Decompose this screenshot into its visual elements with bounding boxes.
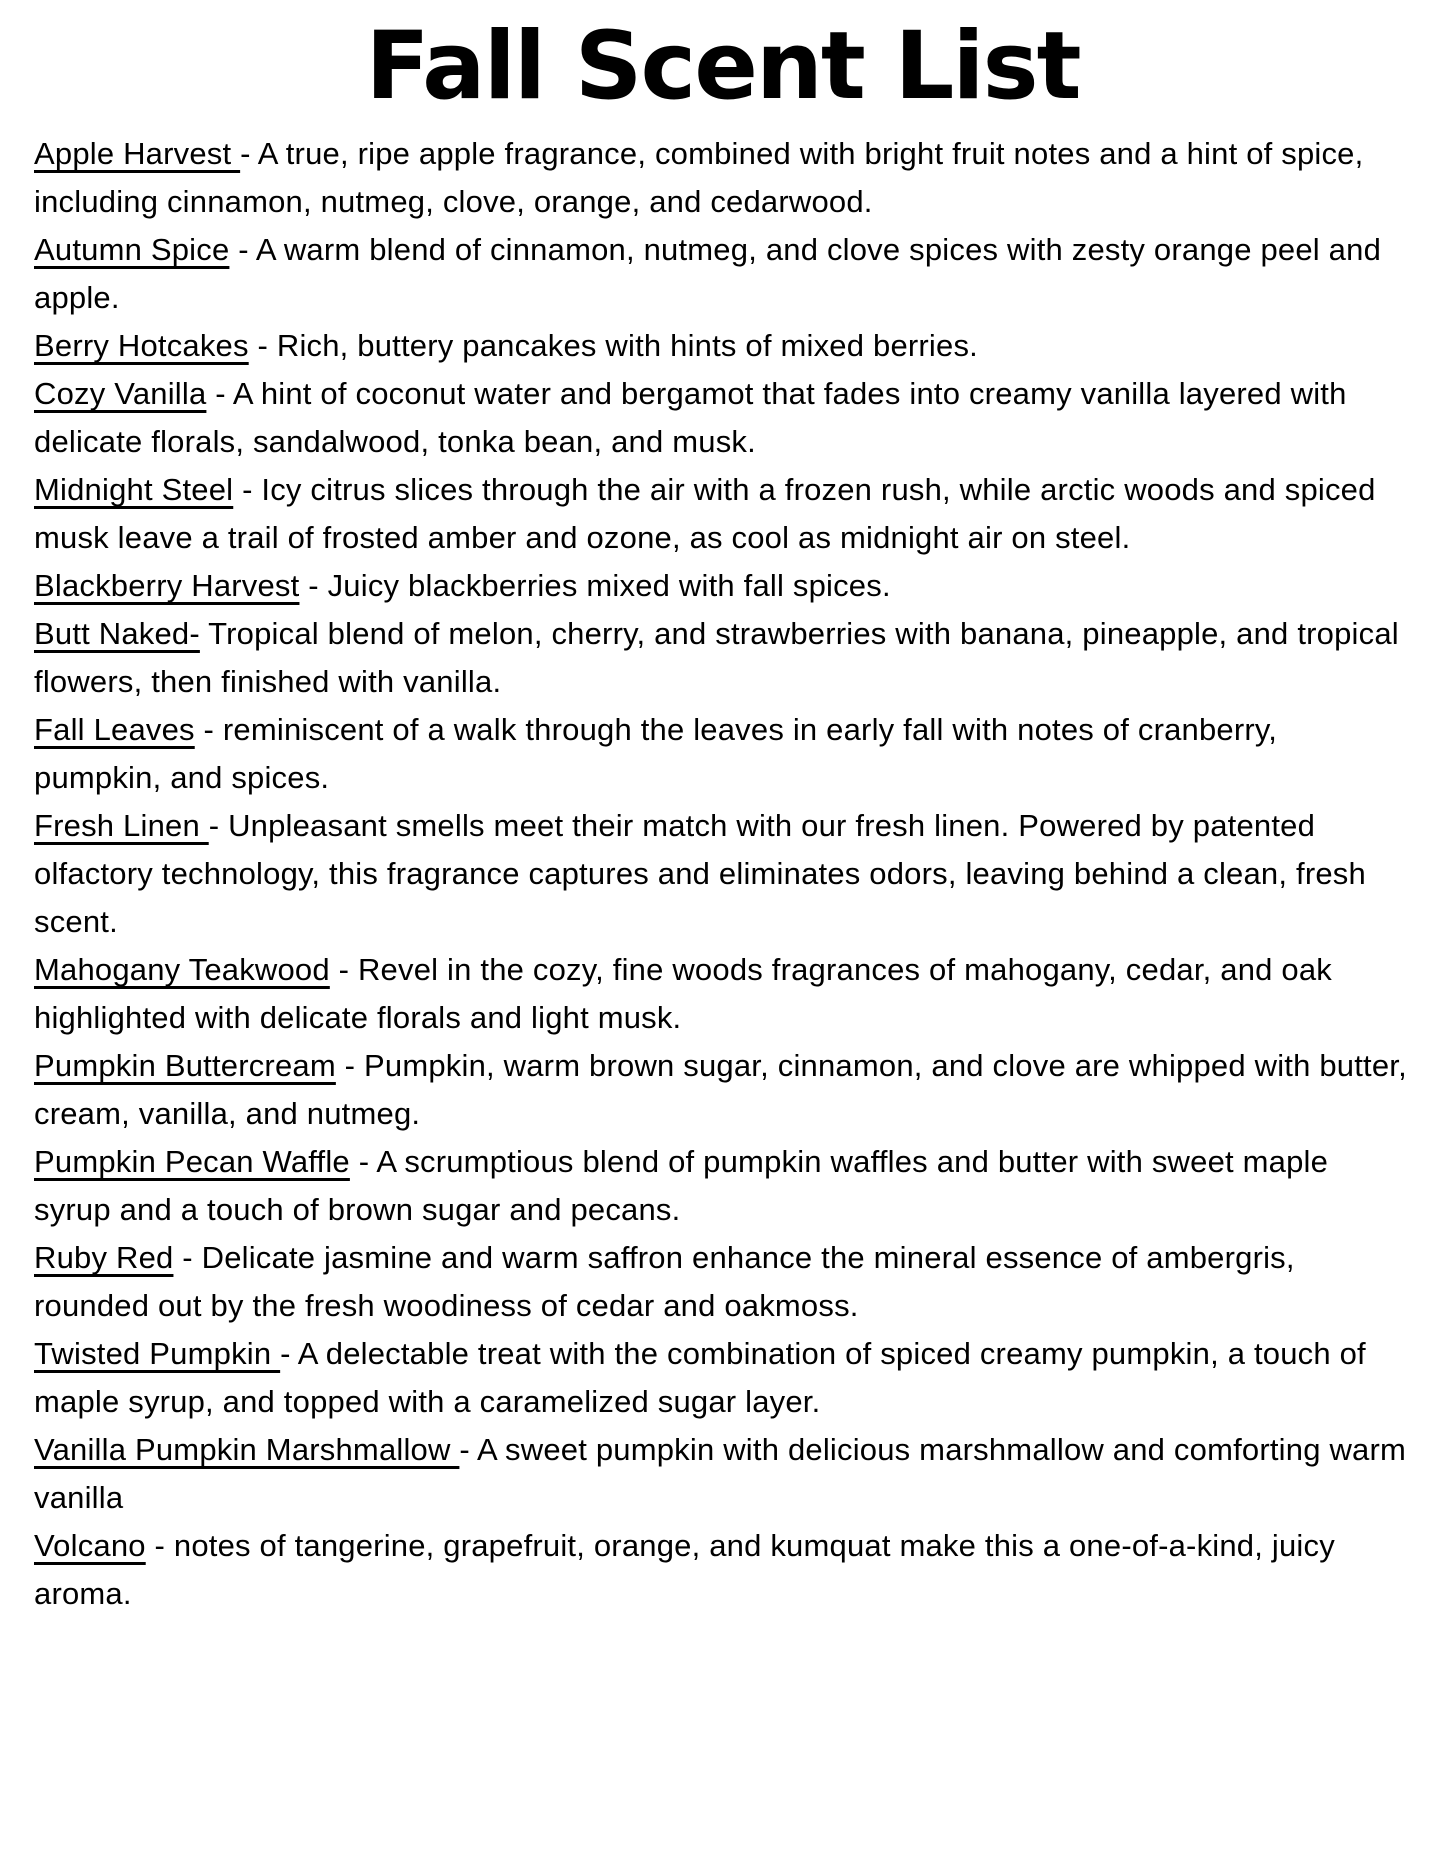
scent-entry — [34, 130, 1411, 226]
scent-separator: - — [208, 808, 229, 843]
scent-description: A delectable treat with the combination of spiced creamy pumpkin, a touch of maple syrup, and topped with a caramelized sugar layer. — [34, 1336, 1366, 1419]
scent-entry — [34, 226, 1411, 322]
scent-name: Fresh Linen — [34, 808, 209, 843]
scent-description: A sweet pumpkin with delicious marshmallow and comforting warm vanilla — [34, 1432, 1407, 1515]
scent-description: A warm blend of cinnamon, nutmeg, and clove spices with zesty orange peel and apple. — [34, 232, 1382, 315]
scent-separator: - — [349, 1144, 377, 1179]
page-title: Fall Scent List — [365, 12, 1080, 121]
scent-separator: - — [280, 1336, 298, 1371]
scent-description: Unpleasant smells meet their match with our fresh linen. Powered by patented olfactory technology, this fragrance captures and eliminates odors, leaving behind a clean, fresh scent. — [34, 808, 1366, 939]
scent-description: Icy citrus slices through the air with a frozen rush, while arctic woods and spiced musk leave a trail of frosted amber and ozone, as cool as midnight air on steel. — [34, 472, 1376, 555]
scent-name: Volcano — [34, 1528, 146, 1563]
scent-description: Revel in the cozy, fine woods fragrances of mahogany, cedar, and oak highlighted with delicate florals and light musk. — [34, 952, 1332, 1035]
scent-name: Apple Harvest — [34, 136, 241, 171]
scent-name: Autumn Spice — [34, 232, 230, 267]
scent-separator: - — [248, 328, 277, 363]
scent-name: Twisted Pumpkin — [34, 1336, 281, 1371]
scent-name: Vanilla Pumpkin Marshmallow — [34, 1432, 460, 1467]
scent-name: Mahogany Teakwood — [34, 952, 330, 987]
scent-name: Fall Leaves — [34, 712, 195, 747]
scent-description: Rich, buttery pancakes with hints of mixed berries. — [276, 328, 978, 363]
scent-name: Ruby Red — [34, 1240, 174, 1275]
scent-entry — [34, 1234, 1411, 1330]
scent-entry — [34, 322, 1411, 370]
scent-separator: - — [194, 712, 223, 747]
scent-separator: - — [240, 136, 258, 171]
scent-name: Blackberry Harvest — [34, 568, 300, 603]
scent-entry — [34, 466, 1411, 562]
scent-entry — [34, 370, 1411, 466]
scent-name: Midnight Steel — [34, 472, 234, 507]
scent-separator: - — [233, 472, 262, 507]
scent-separator: - — [206, 376, 233, 411]
scent-name: Butt Naked- — [34, 616, 200, 651]
scent-separator: - — [229, 232, 256, 267]
scent-list — [34, 130, 1411, 1618]
scent-entry — [34, 1330, 1411, 1426]
scent-entry — [34, 1138, 1411, 1234]
scent-separator — [200, 616, 208, 651]
scent-name: Pumpkin Buttercream — [34, 1048, 336, 1083]
scent-entry — [34, 946, 1411, 1042]
scent-name: Pumpkin Pecan Waffle — [34, 1144, 350, 1179]
scent-entry — [34, 1522, 1411, 1618]
scent-description: reminiscent of a walk through the leaves in early fall with notes of cranberry, pumpkin, and spices. — [34, 712, 1278, 795]
scent-description: A true, ripe apple fragrance, combined with bright fruit notes and a hint of spice, including cinnamon, nutmeg, clove, orange, and cedarwood. — [34, 136, 1364, 219]
scent-name: Cozy Vanilla — [34, 376, 207, 411]
scent-description: Pumpkin, warm brown sugar, cinnamon, and clove are whipped with butter, cream, vanilla, and nutmeg. — [34, 1048, 1407, 1131]
scent-name: Berry Hotcakes — [34, 328, 249, 363]
scent-entry — [34, 1042, 1411, 1138]
scent-separator: - — [145, 1528, 174, 1563]
scent-description: A scrumptious blend of pumpkin waffles and butter with sweet maple syrup and a touch of brown sugar and pecans. — [34, 1144, 1329, 1227]
scent-separator: - — [329, 952, 358, 987]
scent-separator: - — [335, 1048, 365, 1083]
scent-separator: - — [299, 568, 328, 603]
scent-entry — [34, 610, 1411, 706]
scent-description: Delicate jasmine and warm saffron enhance the mineral essence of ambergris, rounded out by the fresh woodiness of cedar and oakmoss. — [34, 1240, 1295, 1323]
scent-description: A hint of coconut water and bergamot that fades into creamy vanilla layered with delicate florals, sandalwood, tonka bean, and musk. — [34, 376, 1347, 459]
scent-entry — [34, 706, 1411, 802]
scent-separator: - — [173, 1240, 202, 1275]
scent-entry — [34, 802, 1411, 946]
scent-entry — [34, 1426, 1411, 1522]
scent-description: Tropical blend of melon, cherry, and strawberries with banana, pineapple, and tropical flowers, then finished with vanilla. — [34, 616, 1399, 699]
scent-description: Juicy blackberries mixed with fall spices. — [327, 568, 891, 603]
scent-entry — [34, 562, 1411, 610]
scent-separator: - — [459, 1432, 478, 1467]
scent-description: notes of tangerine, grapefruit, orange, and kumquat make this a one-of-a-kind, juicy aroma. — [34, 1528, 1335, 1611]
